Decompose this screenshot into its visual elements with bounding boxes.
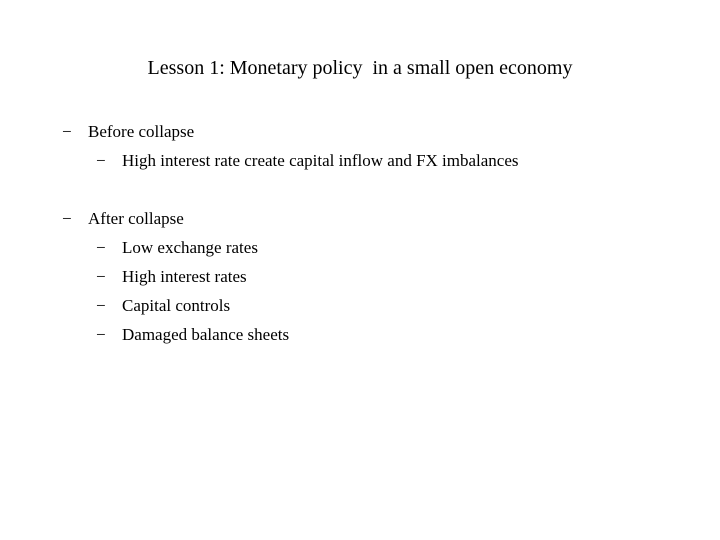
sub-bullet-text: Damaged balance sheets — [122, 325, 290, 344]
bullet-before-collapse — [62, 120, 194, 144]
dash-icon: − — [96, 267, 106, 286]
dash-icon: − — [96, 296, 106, 315]
dash-icon: − — [96, 325, 106, 344]
sub-bullet — [96, 265, 247, 289]
sub-bullet-text: High interest rates — [122, 267, 247, 286]
sub-bullet — [96, 323, 289, 347]
bullet-after-collapse — [62, 207, 184, 231]
bullet-text: Before collapse — [88, 122, 195, 141]
slide-title: Lesson 1: Monetary policy in a small open economy — [147, 57, 573, 79]
dash-icon: − — [62, 122, 72, 141]
bullet-text: After collapse — [88, 209, 184, 228]
sub-bullet-text: Capital controls — [122, 296, 231, 315]
sub-bullet-text: High interest rate create capital inflow and FX imbalances — [122, 151, 519, 170]
sub-bullet — [96, 294, 230, 318]
sub-bullet-text: Low exchange rates — [122, 238, 258, 257]
sub-bullet — [96, 236, 258, 260]
dash-icon: − — [62, 209, 72, 228]
sub-bullet — [96, 149, 519, 173]
dash-icon: − — [96, 238, 106, 257]
dash-icon: − — [96, 151, 106, 170]
